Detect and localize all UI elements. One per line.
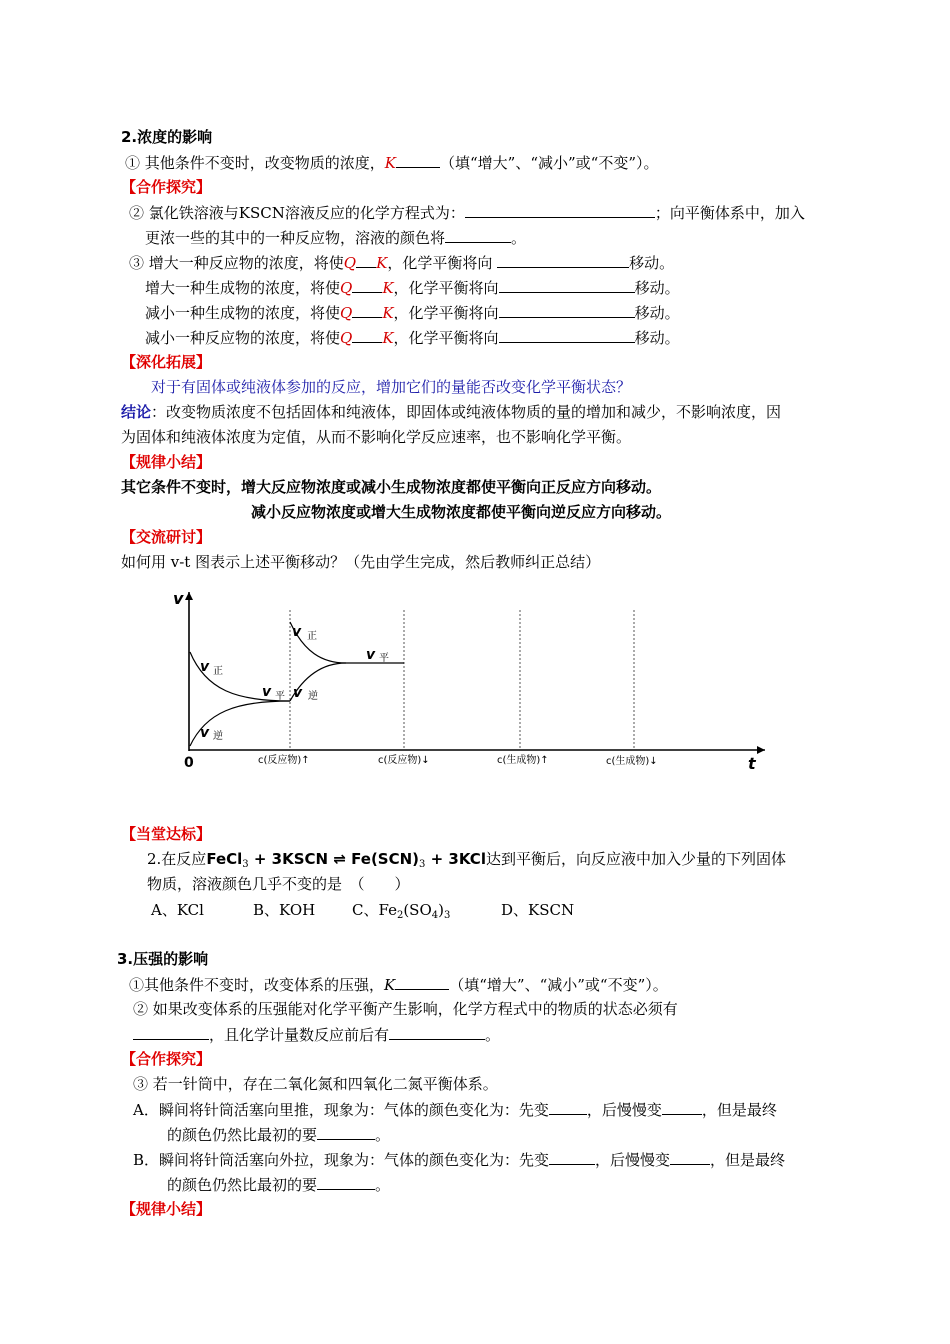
extension-question: 对于有固体或纯液体参加的反应，增加它们的量能否改变化学平衡状态？ (151, 378, 632, 396)
pull-text-4: 的颜色仍然比最初的要 (167, 1176, 318, 1194)
row-increase-reactant (129, 252, 674, 273)
pull-text-2: ，后慢慢变 (595, 1151, 671, 1169)
row-4-text: 减小一种反应物的浓度，将使 (145, 329, 341, 347)
subscript-3: 3 (242, 859, 249, 870)
row-2-mid: ，化学平衡将向 (393, 279, 499, 297)
blank-q-k-3[interactable] (352, 302, 382, 318)
conclusion-text-1: ：改变物质浓度不包括固体和纯液体，即固体或纯液体物质的量的增加和减少，不影响浓度，因 (151, 403, 782, 421)
item-2-text-b: ；向平衡体系中，加入 (654, 204, 805, 222)
k-symbol: K (376, 254, 388, 272)
push-end: 。 (375, 1126, 391, 1144)
k-symbol: K (382, 329, 394, 347)
pull-end: 。 (375, 1176, 391, 1194)
blank-direction-2[interactable] (499, 277, 635, 293)
q-symbol: Q (343, 254, 357, 272)
blank-push-first[interactable] (549, 1099, 587, 1115)
option-c-fe: C、Fe (352, 901, 397, 919)
row-3-mid: ，化学平衡将向 (393, 304, 499, 322)
k-symbol: K (382, 279, 394, 297)
k-symbol: K (384, 154, 396, 172)
question-2-text-b: 达到平衡后，向反应液中加入少量的下列固体 (485, 850, 786, 868)
blank-color[interactable] (445, 227, 511, 243)
row-3-text: 减小一种生成物的浓度，将使 (145, 304, 341, 322)
blank-q-k-2[interactable] (352, 277, 382, 293)
section-title-pressure: 3.压强的影响 (117, 950, 209, 968)
row-1-end: 移动。 (629, 254, 675, 272)
equation-kcl: + 3KCl (425, 850, 486, 868)
row-increase-product (145, 277, 680, 298)
pull-line-1 (133, 1149, 785, 1170)
tick-reactant-down: c(反应物)↓ (378, 755, 430, 766)
tag-deepen-extend: 【深化拓展】 (121, 353, 212, 371)
push-text-3: ，但是最终 (701, 1101, 777, 1119)
tick-product-down: c(生成物)↓ (606, 756, 658, 767)
item-1-text: ① 其他条件不变时，改变物质的浓度， (125, 154, 385, 172)
subscript-3: 3 (419, 859, 426, 870)
label-eq-2: 平 (379, 653, 389, 664)
push-text-1: A．瞬间将针筒活塞向里推，现象为：气体的颜色变化为：先变 (133, 1101, 549, 1119)
pressure-item-2-line-2 (133, 1024, 500, 1045)
label-reverse-2: 逆 (308, 691, 318, 702)
k-symbol: K (382, 304, 394, 322)
item-2-text-d: 。 (511, 229, 527, 247)
rule-reverse: 减小反应物浓度或增大生成物浓度都使平衡向逆反应方向移动。 (251, 503, 672, 521)
blank-direction-4[interactable] (499, 327, 635, 343)
x-axis-label: t (748, 754, 756, 773)
pressure-item-2-text-b: ，且化学计量数反应前后有 (209, 1026, 390, 1044)
blank-q-k-4[interactable] (352, 327, 382, 343)
item-2-text-a: ② 氯化铁溶液与KSCN溶液反应的化学方程式为： (129, 204, 465, 222)
blank-k-change[interactable] (396, 152, 440, 168)
label-eq-1: 平 (275, 691, 285, 702)
rule-forward: 其它条件不变时，增大反应物浓度或减小生成物浓度都使平衡向正反应方向移动。 (121, 478, 662, 496)
q-symbol: Q (340, 279, 353, 297)
option-b[interactable]: B、KOH (253, 901, 316, 919)
label-forward-1: 正 (213, 666, 223, 677)
blank-direction-3[interactable] (499, 302, 635, 318)
subscript-4: 4 (431, 910, 439, 921)
conclusion-line-1 (121, 402, 781, 422)
item-1-hint: （填“增大”、“减小”或“不变”）。 (440, 154, 659, 172)
question-2-line-2: 物质，溶液颜色几乎不变的是 （ ） (147, 875, 410, 893)
conclusion-label: 结论 (121, 403, 152, 421)
equation-fecl3: FeCl (206, 850, 243, 868)
push-line-1 (133, 1099, 777, 1120)
push-text-2: ，后慢慢变 (586, 1101, 662, 1119)
pressure-item-1-text: ①其他条件不变时，改变体系的压强， (129, 976, 385, 994)
item-2-text-c: 更浓一些的其中的一种反应物，溶液的颜色将 (145, 229, 446, 247)
blank-pull-then[interactable] (670, 1149, 710, 1165)
row-1-mid: ，化学平衡将向 (387, 254, 493, 272)
item-1-line (125, 152, 659, 173)
pull-text-1: B．瞬间将针筒活塞向外拉，现象为：气体的颜色变化为：先变 (133, 1151, 550, 1169)
pressure-item-1-hint: （填“增大”、“减小”或“不变”）。 (449, 976, 668, 994)
row-decrease-product (145, 302, 680, 323)
origin-label: 0 (184, 755, 194, 771)
subscript-3: 3 (444, 910, 451, 921)
k-symbol: K (384, 976, 396, 994)
blank-q-k-1[interactable] (356, 252, 376, 268)
question-2-line-1 (147, 849, 786, 875)
option-c-so: (SO (403, 901, 432, 919)
label-forward-2: 正 (307, 631, 317, 642)
q-symbol: Q (340, 304, 353, 322)
equilibrium-arrow: ⇌ (333, 850, 346, 868)
blank-equation[interactable] (465, 202, 655, 218)
label-v-forward-1: v (200, 659, 210, 675)
conclusion-line-2: 为固体和纯液体浓度为定值，从而不影响化学反应速率，也不影响化学平衡。 (121, 428, 632, 446)
label-v-eq-2: v (366, 647, 376, 663)
row-2-text: 增大一种生成物的浓度，将使 (145, 279, 341, 297)
option-c[interactable] (352, 900, 450, 926)
tag-in-class-check: 【当堂达标】 (121, 825, 212, 843)
section-title-concentration: 2.浓度的影响 (121, 128, 213, 146)
push-text-4: 的颜色仍然比最初的要 (167, 1126, 318, 1144)
row-1-text: ③ 增大一种反应物的浓度，将使 (129, 254, 344, 272)
item-2-line-1 (129, 202, 805, 223)
tag-rule-summary: 【规律小结】 (121, 453, 212, 471)
blank-pull-first[interactable] (549, 1149, 595, 1165)
label-v-reverse-1: v (200, 725, 210, 741)
tag-discussion: 【交流研讨】 (121, 528, 212, 546)
row-4-end: 移动。 (634, 329, 680, 347)
blank-state[interactable] (133, 1024, 209, 1040)
blank-push-then[interactable] (662, 1099, 702, 1115)
blank-pull-final[interactable] (317, 1174, 375, 1190)
blank-k-pressure[interactable] (395, 974, 449, 990)
option-c-paren: ) (438, 901, 444, 919)
subscript-2: 2 (396, 910, 404, 921)
blank-push-final[interactable] (317, 1124, 375, 1140)
label-v-eq-1: v (262, 684, 272, 700)
label-reverse-1: 逆 (213, 731, 223, 742)
discussion-question: 如何用 v-t 图表示上述平衡移动？（先由学生完成，然后教师纠正总结） (121, 553, 601, 571)
pressure-item-1 (129, 974, 668, 995)
tick-reactant-up: c(反应物)↑ (258, 755, 310, 766)
question-2-prefix: 2.在反应 (147, 850, 207, 868)
label-v-reverse-2: v (293, 685, 303, 701)
equation-kscn: + 3KSCN (248, 850, 334, 868)
pressure-item-3: ③ 若一针筒中，存在二氧化氮和四氧化二氮平衡体系。 (133, 1075, 498, 1093)
tick-product-up: c(生成物)↑ (497, 755, 549, 766)
pressure-item-2-text-c: 。 (485, 1026, 501, 1044)
item-2-line-2 (145, 227, 526, 248)
option-d[interactable]: D、KSCN (501, 901, 575, 919)
blank-coefficient[interactable] (389, 1024, 485, 1040)
pull-text-3: ，但是最终 (710, 1151, 786, 1169)
tag-cooperative-inquiry: 【合作探究】 (121, 178, 212, 196)
vt-graph (0, 580, 950, 840)
option-a[interactable]: A、KCl (151, 901, 204, 919)
pressure-item-2-line-1: ② 如果改变体系的压强能对化学平衡产生影响，化学方程式中的物质的状态必须有 (133, 1000, 678, 1018)
row-4-mid: ，化学平衡将向 (393, 329, 499, 347)
tag-cooperative-inquiry-2: 【合作探究】 (121, 1050, 212, 1068)
q-symbol: Q (340, 329, 353, 347)
label-v-forward-2: v (292, 624, 302, 640)
equation-fe-scn: Fe(SCN) (345, 850, 420, 868)
blank-direction-1[interactable] (497, 252, 629, 268)
row-decrease-reactant (145, 327, 680, 348)
row-2-end: 移动。 (634, 279, 680, 297)
y-axis-label: v (173, 589, 184, 608)
row-3-end: 移动。 (634, 304, 680, 322)
tag-rule-summary-2: 【规律小结】 (121, 1200, 212, 1218)
pull-line-2 (167, 1174, 390, 1195)
push-line-2 (167, 1124, 390, 1145)
